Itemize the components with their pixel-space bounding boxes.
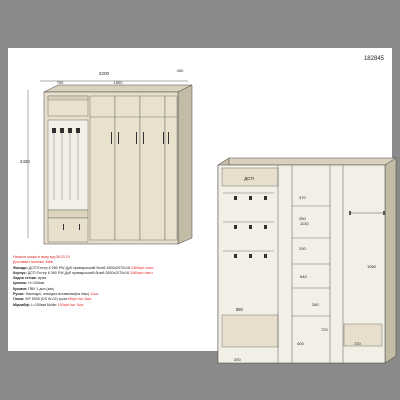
interior-label-w4: 1060 [367, 264, 376, 269]
note-line-10: Мірлайф: L=150мм Muller 100грн./шт 3шт. [13, 302, 84, 307]
interior-label-w7: 260 [312, 302, 319, 307]
note-line-9: Гачки: WF 5905 (DS W-02) хром 60грн./шт 8шт. [13, 297, 92, 302]
note-line-1: Наталія шафа в ньму від 08.03.19 [13, 255, 70, 259]
interior-label-w10: 720 [354, 341, 361, 346]
interior-label-dsp: ДСП [244, 176, 254, 181]
note-line-5: Задня стінка: сірая [13, 276, 47, 281]
interior-label-w1: 370 [299, 195, 306, 200]
note-line-8: Ручки: Накладні, знахідна вставкова(на ніжк) 12шт. [13, 292, 100, 297]
interior-label-w12: 1130 [300, 221, 309, 226]
interior-label-w3: 200 [299, 246, 306, 251]
dim-middle-width: 1500 [113, 80, 123, 85]
dim-height: 2420 [20, 159, 30, 164]
interior-label-w2: 250 [299, 216, 306, 221]
interior-label-w11: 400 [297, 341, 304, 346]
note-line-7: Кромка: ПВХ 1 дол.(кач) [13, 286, 55, 291]
front-view [20, 68, 192, 244]
project-code: 182845 [363, 56, 384, 62]
interior-label-w9: 200 [234, 357, 241, 362]
dim-depth: 400 [176, 68, 184, 73]
interior-label-w6: 640 [300, 274, 307, 279]
note-line-3: Фасади: ДСП Егггер К 080 PW Дуб примарськиій білий 2800х2070х18 2460грн./лист [13, 265, 154, 270]
interior-label-w5: 850 [236, 307, 243, 312]
drawing-sheet [8, 48, 392, 362]
dim-left-width: 700 [56, 80, 64, 85]
interior-label-w8: 720 [321, 327, 328, 332]
dim-total-width: 2200 [98, 71, 110, 76]
note-line-4: Корпус: ДСП Егггер К 080 PW Дуб примарськиій білий 2800х2070х18 2460грн./лист [13, 270, 153, 275]
spec-notes [13, 255, 263, 308]
note-line-2: Доставка і монтаж: Київ [13, 260, 53, 265]
note-line-6: Цоколь: Н=100мм [13, 281, 45, 286]
